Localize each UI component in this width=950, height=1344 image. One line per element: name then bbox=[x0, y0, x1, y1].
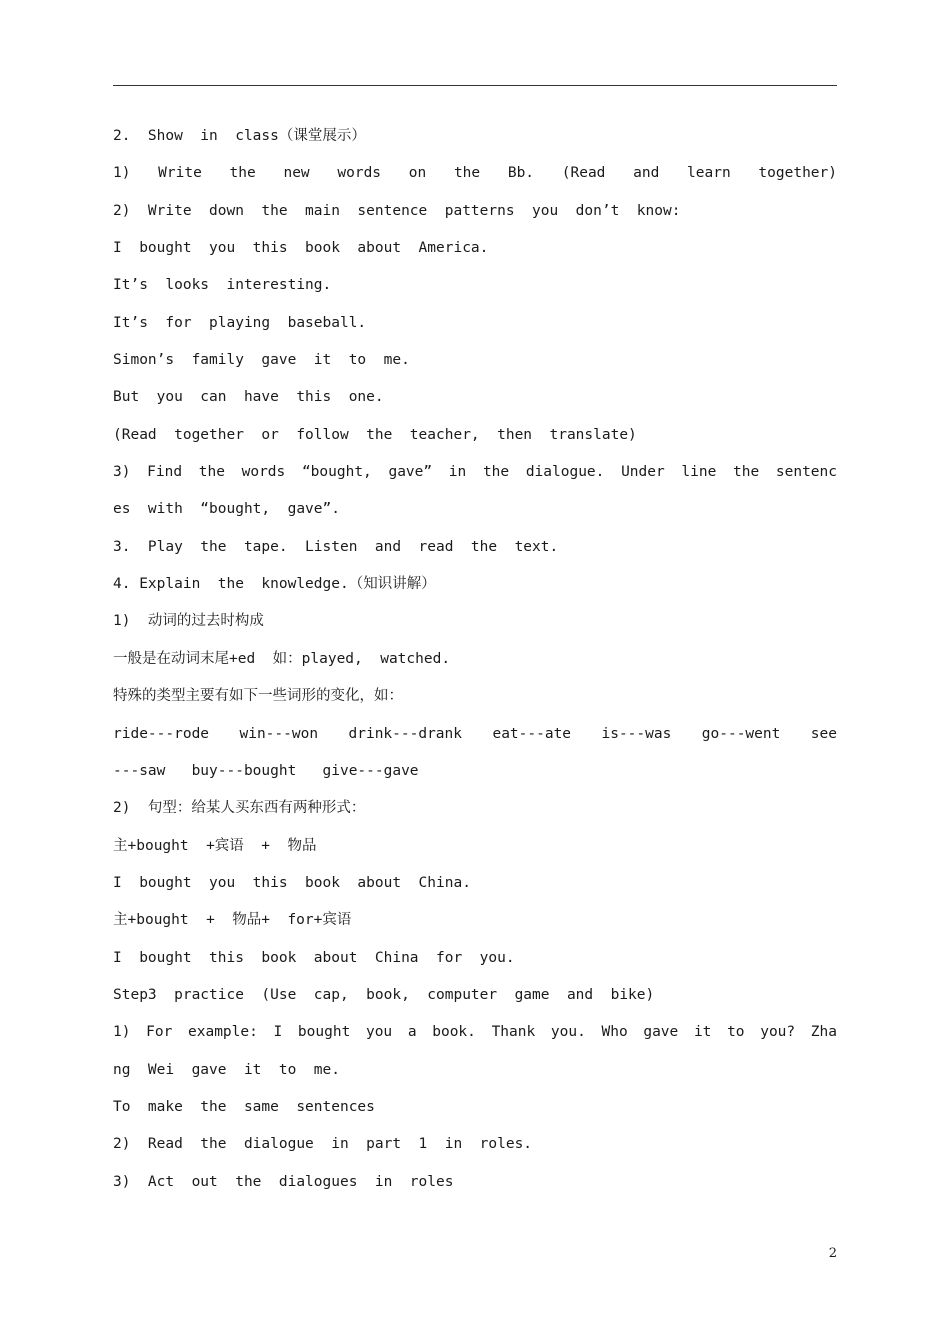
text-line: 1) Write the new words on the Bb. (Read and learn together) bbox=[113, 165, 837, 182]
text-line: (Read together or follow the teacher, then translate) bbox=[113, 426, 637, 443]
text-line: 2. Show in class（课堂展示） bbox=[113, 128, 366, 144]
text-line: ng Wei gave it to me. bbox=[113, 1061, 340, 1078]
text-line: Simon’s family gave it to me. bbox=[113, 352, 410, 369]
text-line: 主+bought +宾语 + 物品 bbox=[113, 837, 317, 854]
text-line: Step3 practice (Use cap, book, computer game and bike) bbox=[113, 986, 655, 1003]
text-line: 2) Read the dialogue in part 1 in roles. bbox=[113, 1136, 533, 1153]
text-line: 2) Write down the main sentence patterns you don’t know: bbox=[113, 202, 681, 219]
text-line: To make the same sentences bbox=[113, 1098, 375, 1115]
header-rule bbox=[113, 85, 837, 86]
text-line: 1) For example: I bought you a book. Thank you. Who gave it to you? Zha bbox=[113, 1024, 837, 1041]
text-line: 特殊的类型主要有如下一些词形的变化，如： bbox=[113, 688, 403, 705]
page-number: 2 bbox=[828, 1246, 837, 1261]
text-line: ---saw buy---bought give---gave bbox=[113, 762, 419, 779]
text-line: ride---rode win---won drink---drank eat---ate is---was go---went see bbox=[113, 725, 837, 742]
text-line: I bought you this book about America. bbox=[113, 240, 489, 257]
text-line: 主+bought + 物品+ for+宾语 bbox=[113, 912, 352, 929]
text-line: I bought this book about China for you. bbox=[113, 949, 515, 966]
text-line: 3) Act out the dialogues in roles bbox=[113, 1173, 454, 1190]
text-line: es with “bought, gave”. bbox=[113, 501, 340, 518]
text-line: It’s looks interesting. bbox=[113, 277, 332, 294]
document-body bbox=[113, 118, 837, 1201]
text-line: I bought you this book about China. bbox=[113, 874, 471, 891]
text-line: 1) 动词的过去时构成 bbox=[113, 613, 264, 630]
text-line: It’s for playing baseball. bbox=[113, 314, 367, 331]
text-line: 2) 句型：给某人买东西有两种形式： bbox=[113, 800, 366, 817]
text-line: 3. Play the tape. Listen and read the text. bbox=[113, 538, 559, 555]
text-line: 一般是在动词末尾+ed 如：played, watched. bbox=[113, 650, 451, 667]
text-line: But you can have this one. bbox=[113, 389, 384, 406]
text-line: 3) Find the words “bought, gave” in the dialogue. Under line the sentenc bbox=[113, 464, 837, 481]
text-line: 4. Explain the knowledge.（知识讲解） bbox=[113, 576, 436, 593]
